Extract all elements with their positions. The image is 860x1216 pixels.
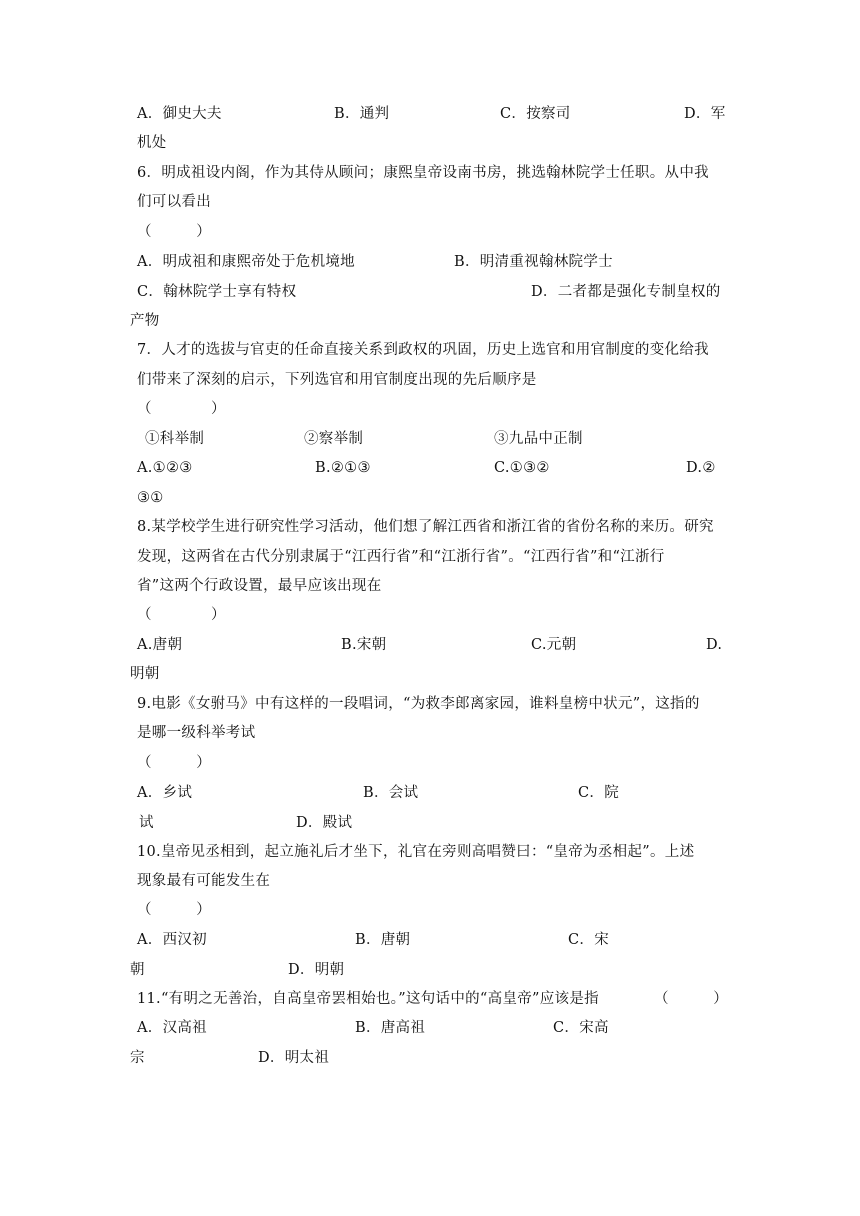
q9-answer-blank: （ ） (137, 755, 211, 771)
q10-option-b: B．唐朝 (355, 932, 411, 948)
q11-option-c: C．宋高 (553, 1020, 609, 1036)
q7-option-a: A.①②③ (137, 460, 193, 476)
q8-stem-1: 8.某学校学生进行研究性学习活动，他们想了解江西省和浙江省的省份名称的来历。研究 (137, 519, 714, 535)
q6-answer-blank: （ ） (137, 224, 211, 240)
q8-option-d: D. (706, 637, 723, 653)
q9-option-c: C．院 (578, 785, 619, 801)
q6-option-b: B．明清重视翰林院学士 (454, 254, 613, 270)
q9-option-c-cont: 试 (139, 815, 154, 831)
q10-option-c: C．宋 (568, 932, 609, 948)
q8-stem-3: 省”这两个行政设置，最早应该出现在 (137, 578, 382, 594)
q7-option-c: C.①③② (494, 460, 550, 476)
q8-option-b: B.宋朝 (341, 637, 387, 653)
q7-item-1: ①科举制 (145, 431, 205, 447)
q5-option-d-cont: 机处 (137, 135, 167, 151)
q7-stem-2: 们带来了深刻的启示，下列选官和用官制度出现的先后顺序是 (137, 372, 537, 388)
q10-option-a: A．西汉初 (137, 932, 207, 948)
q7-option-b: B.②①③ (315, 460, 371, 476)
q8-option-a: A.唐朝 (137, 637, 183, 653)
q7-option-d: D.② (686, 460, 716, 476)
q10-stem-2: 现象最有可能发生在 (137, 873, 271, 889)
q6-option-a: A．明成祖和康熙帝处于危机境地 (137, 254, 355, 270)
q11-option-a: A．汉高祖 (137, 1020, 207, 1036)
q11-option-d: D．明太祖 (258, 1050, 330, 1066)
q10-answer-blank: （ ） (137, 902, 211, 918)
q8-answer-blank: （ ） (137, 607, 226, 623)
q5-option-d: D．军 (684, 106, 726, 122)
q11-option-b: B．唐高祖 (355, 1020, 426, 1036)
q9-option-a: A．乡试 (137, 785, 193, 801)
q7-answer-blank: （ ） (137, 401, 226, 417)
q11-option-c-cont: 宗 (130, 1050, 145, 1066)
q9-option-d: D．殿试 (296, 815, 353, 831)
q6-option-d-cont: 产物 (130, 313, 160, 329)
q7-item-2: ②察举制 (304, 431, 364, 447)
q9-stem-1: 9.电影《女驸马》中有这样的一段唱词，“为救李郎离家园，谁料皇榜中状元”，这指的 (137, 696, 700, 712)
q10-option-c-cont: 朝 (130, 962, 145, 978)
q9-stem-2: 是哪一级科举考试 (137, 725, 256, 741)
q7-item-3: ③九品中正制 (494, 431, 583, 447)
q5-option-c: C．按察司 (500, 106, 571, 122)
q7-option-d-cont: ③① (137, 490, 164, 506)
q6-stem-2: 们可以看出 (137, 194, 211, 210)
q8-option-c: C.元朝 (531, 637, 577, 653)
q11-answer-blank: （ ） (654, 991, 728, 1007)
q8-option-d-cont: 明朝 (130, 666, 160, 682)
q10-option-d: D．明朝 (288, 962, 345, 978)
q5-option-a: A．御史大夫 (137, 106, 222, 122)
q6-stem-1: 6．明成祖设内阁，作为其侍从顾问；康熙皇帝设南书房，挑选翰林院学士任职。从中我 (137, 165, 709, 181)
q6-option-d: D．二者都是强化专制皇权的 (531, 284, 721, 300)
q6-option-c: C．翰林院学士享有特权 (137, 284, 297, 300)
q7-stem-1: 7．人才的选拔与官吏的任命直接关系到政权的巩固，历史上选官和用官制度的变化给我 (137, 342, 709, 358)
q10-stem-1: 10.皇帝见丞相到，起立施礼后才坐下，礼官在旁则高唱赞曰：“皇帝为丞相起”。上述 (137, 844, 695, 860)
q8-stem-2: 发现，这两省在古代分别隶属于“江西行省”和“江浙行省”。“江西行省”和“江浙行 (137, 549, 665, 565)
q11-stem: 11.“有明之无善治，自高皇帝罢相始也。”这句话中的“高皇帝”应该是指 (137, 991, 599, 1007)
q5-option-b: B．通判 (334, 106, 390, 122)
q9-option-b: B．会试 (363, 785, 419, 801)
